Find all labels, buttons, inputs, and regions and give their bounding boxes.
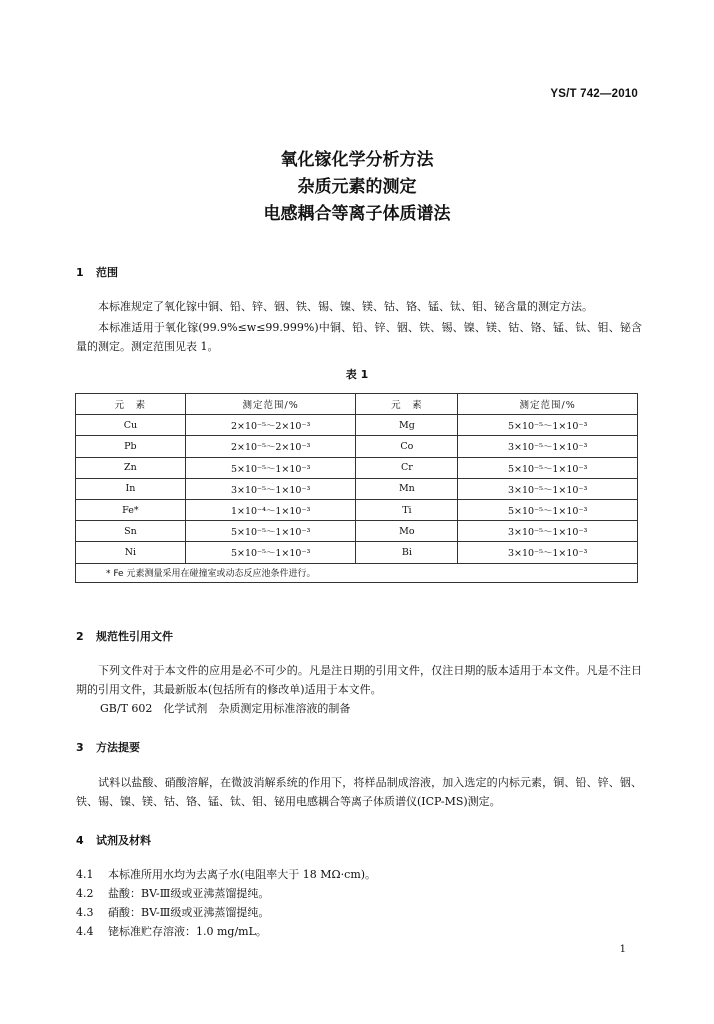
table-cell: Mg [356, 415, 458, 436]
table-cell: 3×10⁻⁵～1×10⁻³ [458, 436, 638, 457]
table-row [76, 521, 638, 542]
section-4-heading [76, 832, 151, 848]
table-cell: 5×10⁻⁵～1×10⁻³ [185, 521, 356, 542]
section-number: 4 [76, 834, 84, 847]
table-row [76, 436, 638, 457]
table-row [76, 457, 638, 478]
table-footnote-row [76, 563, 638, 582]
document-title-line-1: 氧化镓化学分析方法 [280, 150, 434, 170]
table-cell: Sn [76, 521, 186, 542]
table-cell: 3×10⁻⁵～1×10⁻³ [458, 521, 638, 542]
standard-number: YS/T 742—2010 [550, 88, 638, 100]
table-cell: 1×10⁻⁴～1×10⁻³ [185, 499, 356, 520]
column-header: 测定范围/% [458, 394, 638, 415]
item-text: 本标准所用水均为去离子水(电阻率大于 18 MΩ·cm)。 [108, 868, 377, 881]
table-cell: 5×10⁻⁵～1×10⁻³ [185, 542, 356, 563]
section-1-heading [76, 264, 118, 280]
section-1-paragraph-1: 本标准规定了氧化镓中铜、铅、锌、铟、铁、锡、镍、镁、钴、铬、锰、钛、钼、铋含量的测定方法。 [98, 300, 593, 313]
table-row [76, 415, 638, 436]
table-cell: 3×10⁻⁵～1×10⁻³ [185, 478, 356, 499]
list-item [76, 866, 376, 882]
table-cell: 5×10⁻⁵～1×10⁻³ [458, 499, 638, 520]
section-number: 3 [76, 741, 84, 754]
item-number: 4.3 [76, 906, 94, 919]
section-3-heading [76, 739, 140, 755]
table-cell: Fe* [76, 499, 186, 520]
list-item [76, 885, 269, 901]
document-title-line-2: 杂质元素的测定 [297, 177, 417, 197]
normative-reference: GB/T 602 化学试剂 杂质测定用标准溶液的制备 [100, 702, 351, 715]
table-cell: 5×10⁻⁵～1×10⁻³ [458, 457, 638, 478]
table-cell: 2×10⁻⁵～2×10⁻³ [185, 415, 356, 436]
table-row [76, 478, 638, 499]
table-cell: Pb [76, 436, 186, 457]
section-2-heading [76, 628, 173, 644]
table-cell: Mo [356, 521, 458, 542]
column-header: 测定范围/% [185, 394, 356, 415]
item-number: 4.2 [76, 887, 94, 900]
section-title: 范围 [96, 266, 118, 279]
item-number: 4.4 [76, 925, 94, 938]
column-header: 元 素 [356, 394, 458, 415]
table-row [76, 542, 638, 563]
section-number: 1 [76, 266, 84, 279]
table-cell: Ni [76, 542, 186, 563]
section-title: 试剂及材料 [96, 834, 151, 847]
page-number: 1 [619, 944, 626, 955]
section-title: 方法提要 [96, 741, 140, 754]
section-title: 规范性引用文件 [96, 630, 173, 643]
table-cell: In [76, 478, 186, 499]
table-cell: Co [356, 436, 458, 457]
item-number: 4.1 [76, 868, 94, 881]
table-caption: 表 1 [345, 368, 369, 381]
table-cell: Bi [356, 542, 458, 563]
section-2-paragraph: 下列文件对于本文件的应用是必不可少的。凡是注日期的引用文件，仅注日期的版本适用于本文件。凡是不注日期的引用文件，其最新版本(包括所有的修改单)适用于本文件。 [76, 664, 642, 696]
table-cell: 5×10⁻⁵～1×10⁻³ [458, 415, 638, 436]
table-cell: 2×10⁻⁵～2×10⁻³ [185, 436, 356, 457]
table-cell: 5×10⁻⁵～1×10⁻³ [185, 457, 356, 478]
column-header: 元 素 [76, 394, 186, 415]
table-cell: Ti [356, 499, 458, 520]
table-footnote: * Fe 元素测量采用在碰撞室或动态反应池条件进行。 [76, 563, 638, 582]
item-text: 硝酸：BV-Ⅲ级或亚沸蒸馏提纯。 [108, 906, 270, 919]
section-3-paragraph: 试料以盐酸、硝酸溶解，在微波消解系统的作用下，将样品制成溶液，加入选定的内标元素，铜、铅、锌、铟、铁、锡、镍、镁、钴、铬、锰、钛、钼、铋用电感耦合等离子体质谱仪(ICP-MS)测定。 [76, 776, 642, 808]
table-cell: Cr [356, 457, 458, 478]
table-cell: Zn [76, 457, 186, 478]
section-1-paragraph-2: 本标准适用于氧化镓(99.9%≤w≤99.999%)中铜、铅、锌、铟、铁、锡、镍、镁、钴、铬、锰、钛、钼、铋含量的测定。测定范围见表 1。 [76, 321, 642, 353]
document-title-line-3: 电感耦合等离子体质谱法 [263, 204, 451, 224]
section-number: 2 [76, 630, 84, 643]
table-row [76, 499, 638, 520]
table-cell: 3×10⁻⁵～1×10⁻³ [458, 542, 638, 563]
list-item [76, 923, 267, 939]
table-header-row [76, 394, 638, 415]
table-cell: Cu [76, 415, 186, 436]
measurement-range-table [75, 393, 638, 583]
table-cell: Mn [356, 478, 458, 499]
list-item [76, 904, 269, 920]
item-text: 盐酸：BV-Ⅲ级或亚沸蒸馏提纯。 [108, 887, 270, 900]
item-text: 铑标准贮存溶液：1.0 mg/mL。 [108, 925, 267, 938]
table-cell: 3×10⁻⁵～1×10⁻³ [458, 478, 638, 499]
